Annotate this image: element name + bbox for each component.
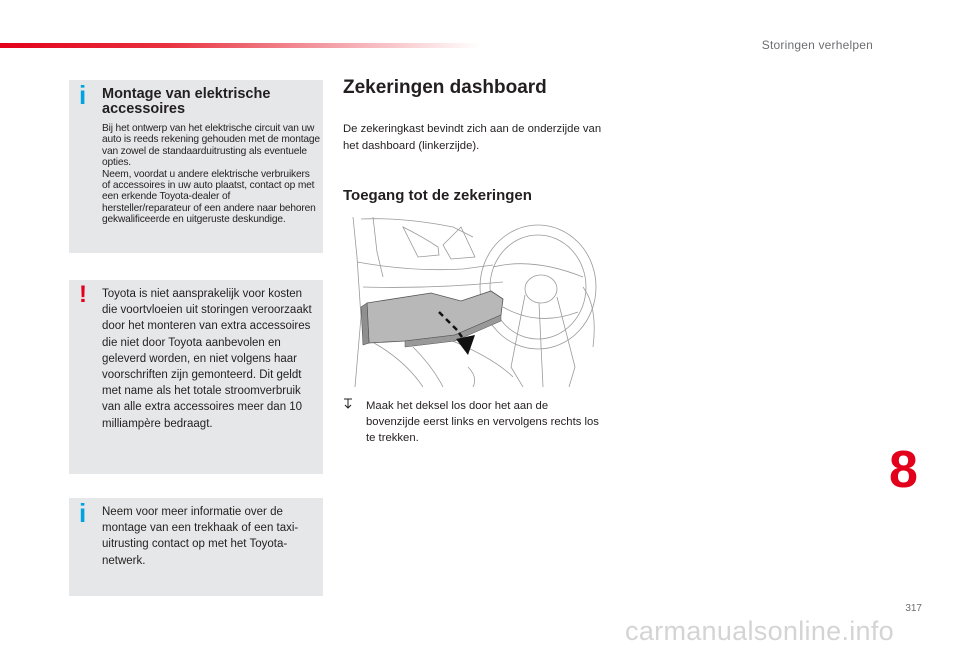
- watermark-logo: carmanualsonline.info: [625, 616, 894, 646]
- info-box-text: Neem voor meer informatie over de montage van een trekhaak of een taxi-uitrusting contact op met het Toyota-netwerk.: [102, 506, 299, 567]
- info-box-text: Bij het ontwerp van het elektrische circuit van uw auto is reeds rekening gehouden met de montage van zowel de standaarduitrusting als eventuele opties. Neem, voordat u andere elektrische verbruikers of accessoires in uw auto plaatst, contact op met een erkende Toyota-dealer of hersteller/reparateur of een andere naar behoren gekwalificeerde en uitgeruste deskundige.: [102, 123, 320, 226]
- info-box-title: Montage van elektrische accessoires: [102, 86, 271, 117]
- arrow-bullet-icon: [343, 398, 353, 412]
- warning-box-liability: [69, 280, 323, 474]
- info-icon: i: [79, 498, 87, 528]
- dashboard-fuse-cover-illustration: [343, 217, 599, 387]
- header-accent-bar: [0, 43, 480, 48]
- chapter-number: 8: [889, 441, 918, 499]
- info-icon: i: [79, 80, 87, 110]
- page-title: Zekeringen dashboard: [343, 77, 547, 98]
- section-subtitle: Toegang tot de zekeringen: [343, 187, 532, 204]
- instruction-text: Maak het deksel los door het aan de bovenzijde eerst links en vervolgens rechts los te trekken.: [366, 400, 599, 444]
- section-header: Storingen verhelpen: [761, 38, 873, 52]
- page-number: 317: [905, 603, 922, 614]
- info-box-towbar: [69, 498, 323, 596]
- info-box-accessories: [69, 80, 323, 253]
- warning-box-text: Toyota is niet aansprakelijk voor kosten die voortvloeien uit storingen veroorzaakt door het monteren van extra accessoires die niet door Toyota aanbevolen en geleverd worden, en niet volgens haar voorschriften zijn gemonteerd. Dit geldt met name als het totale stroomverbruik van alle extra accessoires meer dan 10 milliampère bedraagt.: [102, 288, 312, 430]
- intro-text: De zekeringkast bevindt zich aan de onderzijde van het dashboard (linkerzijde).: [343, 123, 602, 152]
- warning-icon: !: [79, 281, 87, 308]
